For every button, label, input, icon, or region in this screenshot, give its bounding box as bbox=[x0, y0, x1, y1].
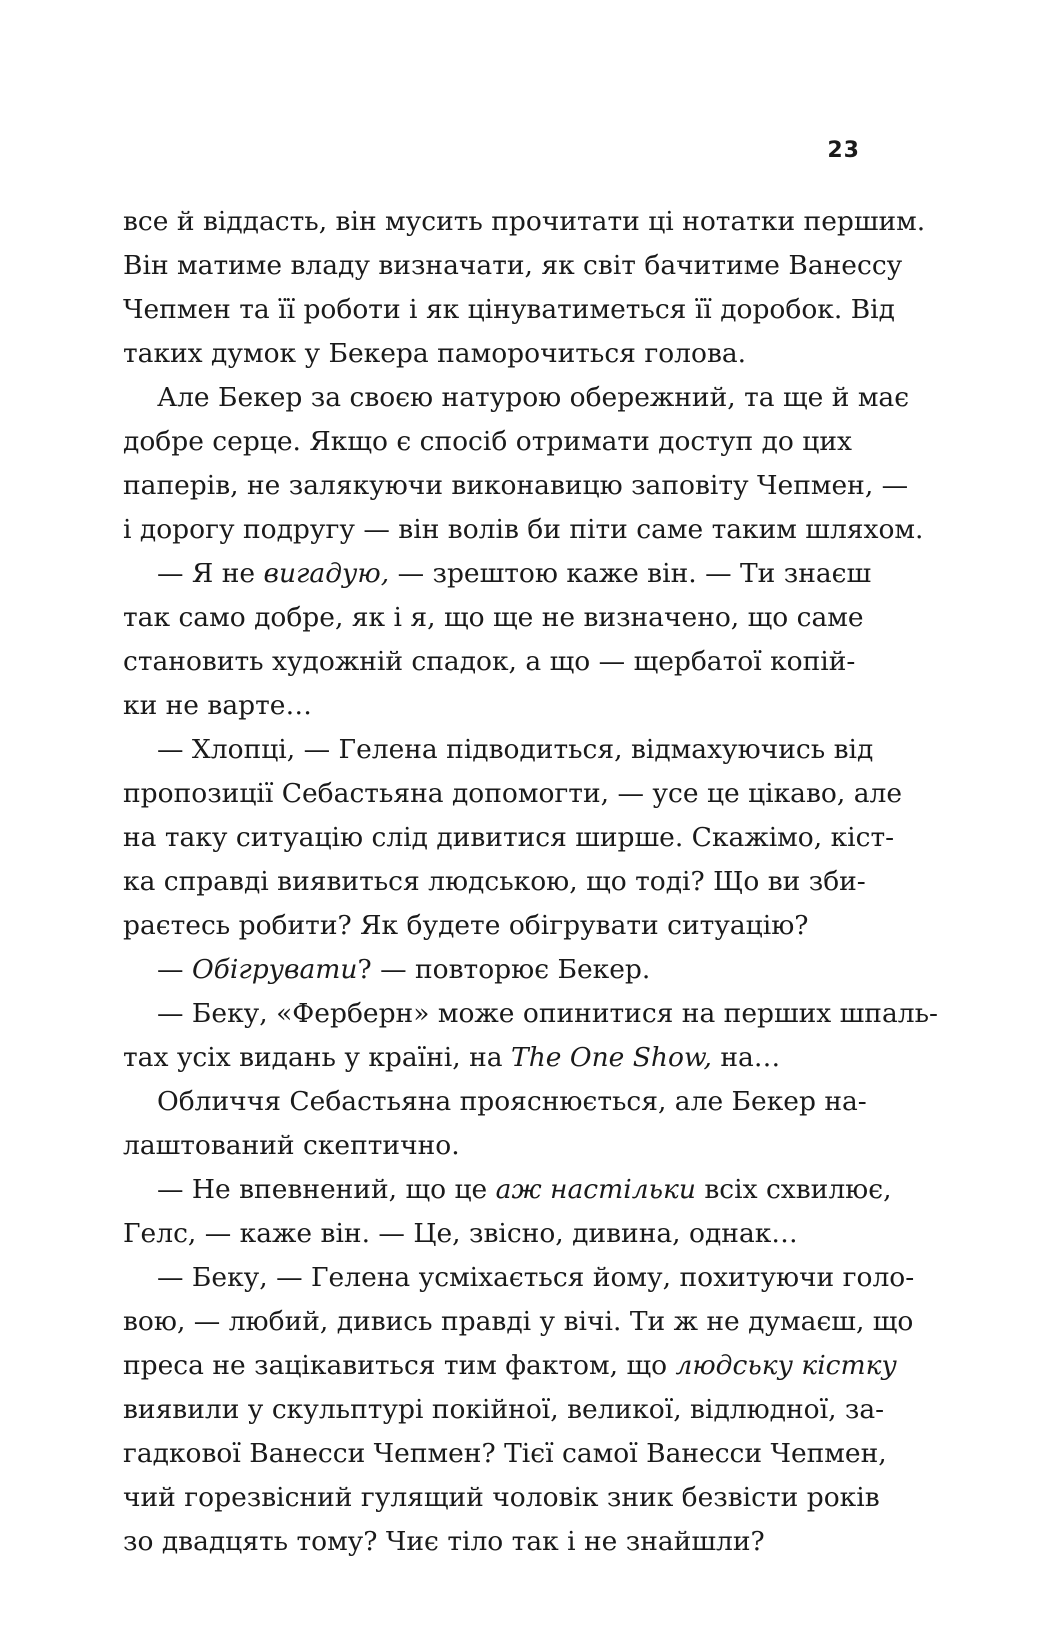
text-segment: ? — повторює Бекер. bbox=[357, 954, 651, 985]
text-line bbox=[123, 552, 872, 596]
text-line: виявили у скульптурі покійної, великої, відлюдної, за- bbox=[123, 1394, 885, 1425]
text-line bbox=[123, 1168, 892, 1212]
text-segment: — Не впевнений, що це bbox=[157, 1174, 496, 1205]
text-line: становить художній спадок, а що — щербатої копій- bbox=[123, 646, 856, 677]
text-segment: всіх схвилює, bbox=[695, 1174, 892, 1205]
text-line bbox=[123, 948, 848, 992]
text-line: Але Бекер за своєю натурою обережний, та ще й має bbox=[157, 382, 910, 413]
italic-segment: вигадую, bbox=[263, 558, 390, 589]
text-line: Він матиме владу визначати, як світ бачитиме Ванессу bbox=[123, 250, 903, 281]
text-line: на таку ситуацію слід дивитися ширше. Скажімо, кіст- bbox=[123, 822, 895, 853]
text-segment: тах усіх видань у країні, на bbox=[123, 1042, 512, 1073]
text-line: ки не варте… bbox=[123, 690, 312, 721]
page-number: 23 bbox=[827, 138, 860, 163]
text-segment: — зрештою каже він. — Ти знаєш bbox=[389, 558, 872, 589]
italic-segment: Обігрувати bbox=[191, 954, 358, 985]
text-line: гадкової Ванесси Чепмен? Тієї самої Ванесси Чепмен, bbox=[123, 1438, 887, 1469]
text-line: Чепмен та її роботи і як цінуватиметься її доробок. Від bbox=[123, 294, 895, 325]
text-line: чий горезвісний гулящий чоловік зник безвісти років bbox=[123, 1482, 880, 1513]
text-line: добре серце. Якщо є спосіб отримати доступ до цих bbox=[123, 426, 852, 457]
italic-segment: аж настільки bbox=[495, 1174, 696, 1205]
text-line: раєтесь робити? Як будете обігрувати ситуацію? bbox=[123, 910, 809, 941]
text-line: — Беку, — Гелена усміхається йому, похитуючи голо- bbox=[157, 1262, 915, 1293]
text-line: — Беку, «Ферберн» може опинитися на перших шпаль- bbox=[157, 998, 938, 1029]
text-line: ка справді виявиться людською, що тоді? Що ви зби- bbox=[123, 866, 866, 897]
text-line: таких думок у Бекера паморочиться голова. bbox=[123, 338, 747, 369]
italic-segment: The One Show, bbox=[511, 1042, 712, 1073]
text-line bbox=[123, 1036, 848, 1080]
text-segment: преса не зацікавиться тим фактом, що bbox=[123, 1350, 676, 1381]
text-segment: — bbox=[157, 954, 192, 985]
text-line: — Хлопці, — Гелена підводиться, відмахуючись від bbox=[157, 734, 874, 765]
text-line: і дорогу подругу — він волів би піти саме таким шляхом. bbox=[123, 514, 924, 545]
text-line: Гелс, — каже він. — Це, звісно, дивина, однак… bbox=[123, 1218, 798, 1249]
text-line: лаштований скептично. bbox=[123, 1130, 460, 1161]
italic-segment: людську кістку bbox=[675, 1350, 897, 1381]
text-line: пропозиції Себастьяна допомогти, — усе це цікаво, але bbox=[123, 778, 903, 809]
text-segment: на… bbox=[711, 1042, 781, 1073]
text-line: зо двадцять тому? Чиє тіло так і не знайшли? bbox=[123, 1526, 765, 1557]
text-segment: — Я не bbox=[157, 558, 264, 589]
text-line: так само добре, як і я, що ще не визначено, що саме bbox=[123, 602, 864, 633]
text-line: вою, — любий, дивись правді у вічі. Ти ж не думаєш, що bbox=[123, 1306, 914, 1337]
text-line bbox=[123, 1344, 897, 1388]
text-line: Обличчя Себастьяна прояснюється, але Бекер на- bbox=[157, 1086, 867, 1117]
text-line: все й віддасть, він мусить прочитати ці нотатки першим. bbox=[123, 206, 926, 237]
body-text bbox=[123, 200, 938, 1564]
text-line: паперів, не залякуючи виконавицю заповіту Чепмен, — bbox=[123, 470, 909, 501]
